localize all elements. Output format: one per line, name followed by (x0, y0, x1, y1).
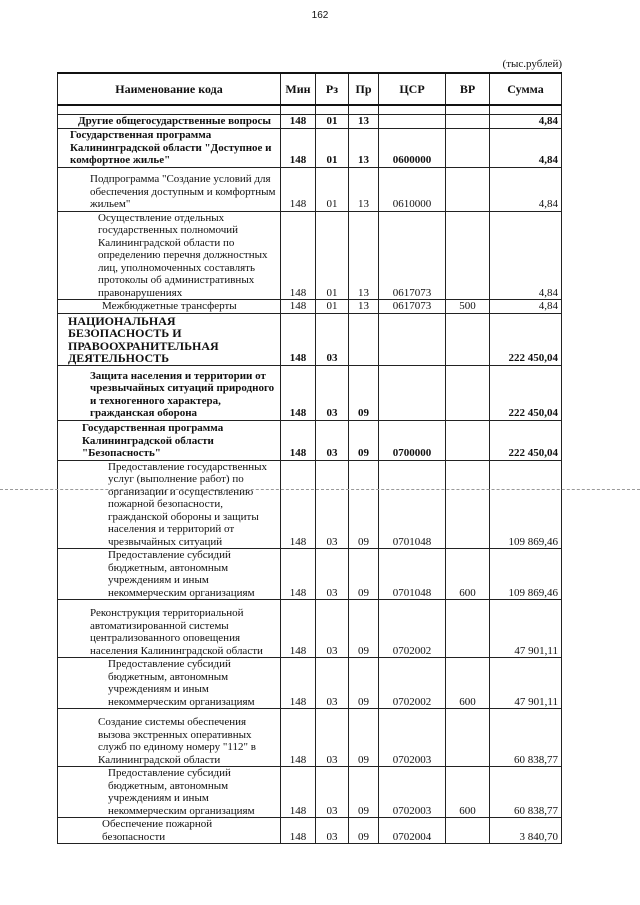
row-csr (379, 115, 446, 129)
header-name: Наименование кода (58, 73, 281, 105)
row-vr (446, 167, 490, 211)
row-name: Другие общегосударственные вопросы (58, 115, 281, 129)
row-sum: 4,84 (490, 211, 562, 300)
row-vr (446, 313, 490, 365)
table-row (58, 115, 562, 129)
table-row (58, 167, 562, 211)
row-sum: 4,84 (490, 115, 562, 129)
row-min: 148 (281, 420, 316, 460)
row-rz: 01 (316, 300, 349, 314)
row-vr (446, 420, 490, 460)
table-row (58, 420, 562, 460)
header-rz: Рз (316, 73, 349, 105)
table-row (58, 460, 562, 549)
row-pr: 09 (349, 767, 379, 818)
row-pr: 09 (349, 460, 379, 549)
row-csr: 0610000 (379, 167, 446, 211)
row-min: 148 (281, 767, 316, 818)
row-min: 148 (281, 313, 316, 365)
header-pr: Пр (349, 73, 379, 105)
row-csr (379, 313, 446, 365)
table-row (58, 313, 562, 365)
row-min: 148 (281, 549, 316, 600)
row-vr: 600 (446, 658, 490, 709)
row-min: 148 (281, 658, 316, 709)
row-pr: 13 (349, 211, 379, 300)
row-csr: 0702004 (379, 818, 446, 844)
row-rz: 03 (316, 600, 349, 658)
row-vr: 600 (446, 549, 490, 600)
row-vr (446, 128, 490, 167)
row-pr: 09 (349, 549, 379, 600)
row-min: 148 (281, 211, 316, 300)
row-min: 148 (281, 365, 316, 420)
row-name: Государственная программа Калининградской области "Доступное и комфортное жилье" (58, 128, 281, 167)
row-csr: 0702002 (379, 658, 446, 709)
row-name: НАЦИОНАЛЬНАЯ БЕЗОПАСНОСТЬ И ПРАВООХРАНИТЕЛЬНАЯ ДЕЯТЕЛЬНОСТЬ (58, 313, 281, 365)
row-pr: 09 (349, 600, 379, 658)
row-vr (446, 460, 490, 549)
row-csr: 0701048 (379, 549, 446, 600)
row-vr (446, 818, 490, 844)
row-pr: 09 (349, 709, 379, 767)
table-row (58, 767, 562, 818)
row-rz: 03 (316, 365, 349, 420)
row-pr: 13 (349, 128, 379, 167)
row-min: 148 (281, 167, 316, 211)
row-csr: 0617073 (379, 300, 446, 314)
table-row (58, 818, 562, 844)
row-rz: 03 (316, 460, 349, 549)
row-pr (349, 313, 379, 365)
row-rz: 03 (316, 549, 349, 600)
table-row (58, 211, 562, 300)
row-vr (446, 709, 490, 767)
header-vr: ВР (446, 73, 490, 105)
row-csr: 0701048 (379, 460, 446, 549)
row-sum: 4,84 (490, 300, 562, 314)
row-csr (379, 365, 446, 420)
row-sum: 47 901,11 (490, 658, 562, 709)
row-rz: 01 (316, 211, 349, 300)
row-rz: 03 (316, 818, 349, 844)
row-sum: 4,84 (490, 128, 562, 167)
row-rz: 01 (316, 115, 349, 129)
row-csr: 0702002 (379, 600, 446, 658)
row-name: Защита населения и территории от чрезвычайных ситуаций природного и техногенного характера, гражданская оборона (58, 365, 281, 420)
table-header-row (58, 73, 562, 105)
header-csr: ЦСР (379, 73, 446, 105)
table-row (58, 600, 562, 658)
row-pr: 13 (349, 300, 379, 314)
row-rz: 03 (316, 420, 349, 460)
row-vr (446, 115, 490, 129)
row-rz: 03 (316, 658, 349, 709)
table-row (58, 300, 562, 314)
units-label: (тыс.рублей) (502, 58, 562, 70)
table-row (58, 128, 562, 167)
row-name: Предоставление субсидий бюджетным, автономным учреждениям и иным некоммерческим организациям (58, 549, 281, 600)
row-vr (446, 365, 490, 420)
row-sum: 47 901,11 (490, 600, 562, 658)
row-min: 148 (281, 128, 316, 167)
table-row (58, 658, 562, 709)
row-csr: 0702003 (379, 767, 446, 818)
row-csr: 0600000 (379, 128, 446, 167)
row-name: Создание системы обеспечения вызова экстренных оперативных служб по единому номеру "112" в Калининградской области (58, 709, 281, 767)
row-name: Подпрограмма "Создание условий для обеспечения доступным и комфортным жильем" (58, 167, 281, 211)
row-sum: 222 450,04 (490, 313, 562, 365)
row-vr (446, 211, 490, 300)
row-name: Предоставление государственных услуг (выполнение работ) по организации и осуществлению пожарной безопасности, гражданской обороны и защиты населения и территорий от чрезвычайных ситуаций (58, 460, 281, 549)
row-name: Государственная программа Калининградской области "Безопасность" (58, 420, 281, 460)
row-pr: 09 (349, 658, 379, 709)
row-pr: 13 (349, 115, 379, 129)
table-row (58, 709, 562, 767)
row-name: Предоставление субсидий бюджетным, автономным учреждениям и иным некоммерческим организациям (58, 767, 281, 818)
row-sum: 60 838,77 (490, 709, 562, 767)
row-vr (446, 600, 490, 658)
table-row (58, 365, 562, 420)
row-name: Осуществление отдельных государственных полномочий Калининградской области по определению перечня должностных лиц, уполномоченных составлять протоколы об административных правонарушениях (58, 211, 281, 300)
table-row (58, 549, 562, 600)
row-pr: 09 (349, 365, 379, 420)
row-min: 148 (281, 818, 316, 844)
row-sum: 60 838,77 (490, 767, 562, 818)
row-pr: 09 (349, 420, 379, 460)
row-sum: 109 869,46 (490, 460, 562, 549)
row-csr: 0617073 (379, 211, 446, 300)
row-min: 148 (281, 460, 316, 549)
row-rz: 03 (316, 313, 349, 365)
budget-table (57, 72, 562, 844)
row-csr: 0702003 (379, 709, 446, 767)
row-min: 148 (281, 300, 316, 314)
row-min: 148 (281, 709, 316, 767)
row-vr: 600 (446, 767, 490, 818)
row-name: Предоставление субсидий бюджетным, автономным учреждениям и иным некоммерческим организациям (58, 658, 281, 709)
row-name: Реконструкция территориальной автоматизированной системы централизованного оповещения населения Калининградской области (58, 600, 281, 658)
page-number: 162 (311, 10, 329, 21)
row-sum: 4,84 (490, 167, 562, 211)
row-rz: 01 (316, 167, 349, 211)
row-rz: 01 (316, 128, 349, 167)
row-csr: 0700000 (379, 420, 446, 460)
row-sum: 222 450,04 (490, 365, 562, 420)
row-name: Межбюджетные трансферты (58, 300, 281, 314)
row-sum: 222 450,04 (490, 420, 562, 460)
header-min: Мин (281, 73, 316, 105)
row-min: 148 (281, 115, 316, 129)
row-vr: 500 (446, 300, 490, 314)
row-rz: 03 (316, 709, 349, 767)
scan-fold-line (0, 489, 640, 490)
row-pr: 09 (349, 818, 379, 844)
row-name: Обеспечение пожарной безопасности (58, 818, 281, 844)
header-sum: Сумма (490, 73, 562, 105)
row-sum: 3 840,70 (490, 818, 562, 844)
row-pr: 13 (349, 167, 379, 211)
row-sum: 109 869,46 (490, 549, 562, 600)
row-min: 148 (281, 600, 316, 658)
row-rz: 03 (316, 767, 349, 818)
